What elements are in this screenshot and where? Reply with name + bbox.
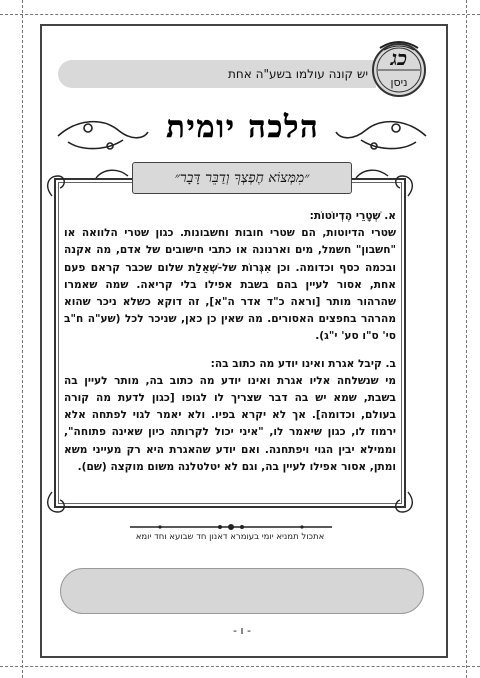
badge-day: כג: [390, 46, 408, 70]
header-slogan: יש קונה עולמו בשע"ה אחת: [228, 67, 368, 81]
section-2-heading: ב. קיבל אגרת ואינו יודע מה כתוב בה:: [210, 357, 396, 370]
omer-count-quote: אתכול תמניא יומי בעומרא דאנון חד שבועא וחד יומא: [135, 532, 325, 542]
section-1-heading: א. שְׁטָרֵי הֶדְיוֹטוֹת:: [309, 210, 396, 222]
section-2-text: מי שנשלחה אליו אגרת ואינו יודע מה כתוב בה, מותר לעיין בה בשבת, שמא יש בה דבר שצריך לו לגופו [כגון לדעת מה קורה בעולם, וכדומה]. אך לא יקרא בפיו. ולא יאמר לגוי לפתחה אלא ירמוז לו, כגון שיאמר לו, "איני יכול לקרותה כיון שאינה פתוחה", וממילא יבין הגוי ויפתחנה. ואם יודע שהאגרת היא רק מעייני משא ומתן, אסור אפילו לעיין בה, וגם לא יטלטלנה משום מוקצה (שם).: [64, 374, 396, 473]
date-badge: [370, 34, 428, 102]
cut-line-bottom: [0, 666, 480, 667]
cut-line-right: [466, 0, 467, 678]
cut-line-left: [22, 0, 23, 678]
footer-divider-icon: [130, 522, 332, 532]
badge-month: ניסן: [390, 76, 408, 89]
halacha-body: [64, 208, 396, 486]
cut-line-top: [0, 14, 480, 15]
subtitle: ״מִמְּצוֹא חֶפְצְךָ וְדַבֵּר דָּבָר״: [174, 169, 310, 186]
page-title: הלכה יומית: [166, 110, 320, 145]
section-1: [64, 208, 396, 346]
page-number: - ו -: [233, 624, 251, 637]
section-2: [64, 356, 396, 476]
section-1-text: שטרי הדיוטות, הם שטרי חובות וחשבונות. כגון שטרי הלוואה או "חשבון" חשמל, מים וארנונה או כתבי חישובים של אדם, מה אקנה ובכמה כסף וכדומה. וכן אִגְּרוֹת של-שְׁאֵלַת שלום שכבר קראם פעם אחת, אסור לעיין בהם בשבת אפילו בלי קריאה. שמה שאמרו שהרהור מותר [וראה כ"ד אדר ה"א], זה דוקא כשלא ניכר שהוא מהרהר בחפצים האסורים. מה שאין כן כאן, שניכר לכל (שע"ה ח"ב סי' ס"ו סע' י"ג).: [64, 227, 396, 343]
footer-banner: [60, 568, 424, 614]
title-row: [48, 108, 436, 158]
subtitle-box: [132, 162, 352, 194]
header-bar: [58, 60, 376, 88]
